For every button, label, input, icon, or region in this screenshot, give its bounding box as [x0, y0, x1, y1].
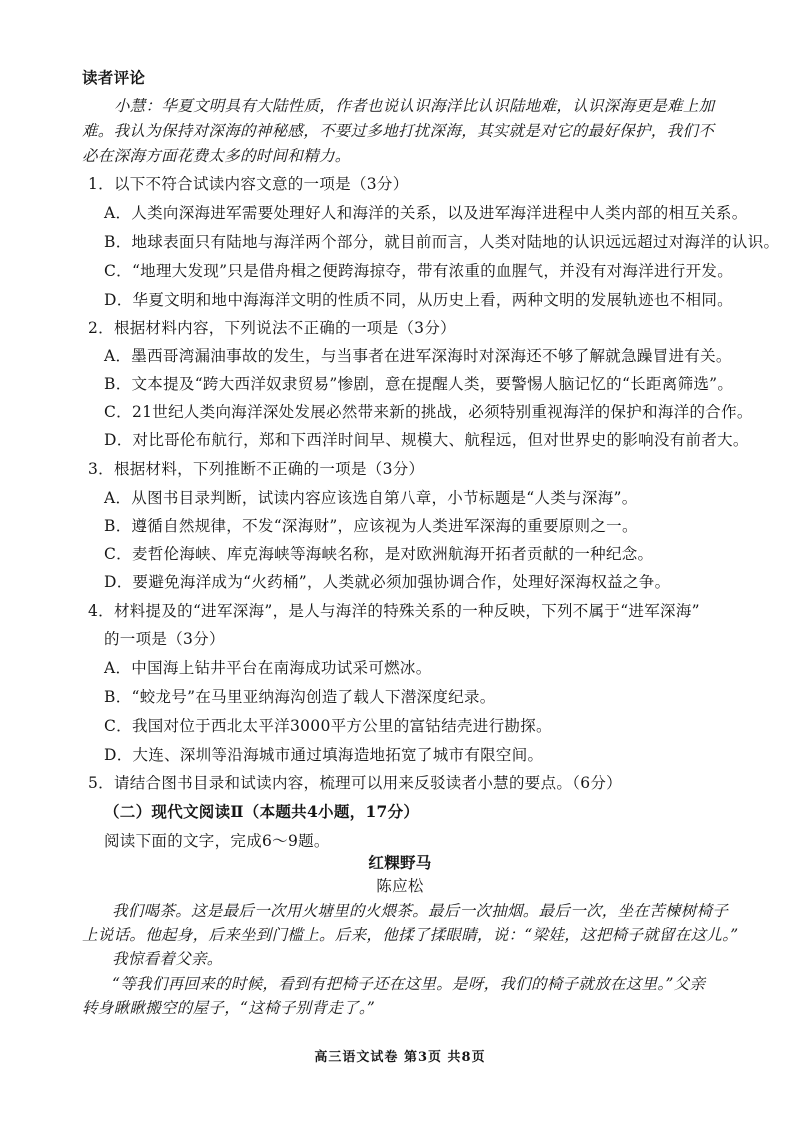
section-2-instruction: 阅读下面的文字，完成6～9题。 [104, 832, 330, 850]
reader-comment-line: 小慧：华夏文明具有大陆性质，作者也说认识海洋比认识陆地难，认识深海更是难上加 [114, 97, 715, 115]
page-footer: 高三语文试卷 第3页 共8页 [314, 1050, 486, 1065]
question-1-option-c: C．“地理大发现”只是借舟楫之便跨海掠夺，带有浓重的血腥气，并没有对海洋进行开发。 [104, 262, 734, 280]
story-paragraph-line: 上说话。他起身，后来坐到门槛上。后来，他揉了揉眼睛，说：“梁娃，这把椅子就留在这儿。” [82, 926, 739, 944]
question-2-option-d: D．对比哥伦布航行，郑和下西洋时间早、规模大、航程远，但对世界史的影响没有前者大。 [104, 431, 749, 449]
question-1-option-d: D．华夏文明和地中海海洋文明的性质不同，从历史上看，两种文明的发展轨迹也不相同。 [104, 291, 733, 309]
question-3-option-c: C．麦哲伦海峡、库克海峡等海峡名称，是对欧洲航海开拓者贡献的一种纪念。 [104, 545, 654, 563]
question-1-option-a: A．人类向深海进军需要处理好人和海洋的关系，以及进军海洋进程中人类内部的相互关系。 [104, 204, 748, 222]
question-2-stem: 2．根据材料内容，下列说法不正确的一项是（3分） [88, 319, 456, 337]
reader-comment-heading: 读者评论 [82, 68, 146, 87]
story-paragraph-line: 我惊看着父亲。 [112, 950, 223, 968]
question-3-stem: 3．根据材料，下列推断不正确的一项是（3分） [88, 460, 425, 478]
question-4-option-b: B．“蛟龙号”在马里亚纳海沟创造了载人下潜深度纪录。 [104, 688, 496, 706]
question-4-option-c: C．我国对位于西北太平洋3000平方公里的富钴结壳进行勘探。 [104, 717, 552, 735]
story-paragraph-line: 我们喝茶。这是最后一次用火塘里的火煨茶。最后一次抽烟。最后一次，坐在苦楝树椅子 [112, 902, 729, 920]
question-3-option-b: B．遵循自然规律，不发“深海财”，应该视为人类进军深海的重要原则之一。 [104, 517, 638, 535]
question-2-option-c: C．21世纪人类向海洋深处发展必然带来新的挑战，必须特别重视海洋的保护和海洋的合作。 [104, 403, 753, 421]
reader-comment-line: 必在深海方面花费太多的时间和精力。 [82, 147, 351, 165]
question-5-stem: 5．请结合图书目录和试读内容，梳理可以用来反驳读者小慧的要点。（6分） [88, 774, 622, 792]
section-2-title: （二）现代文阅读Ⅱ（本题共4小题，17分） [104, 802, 420, 821]
question-4-option-a: A．中国海上钻井平台在南海成功试采可燃冰。 [104, 659, 432, 677]
reader-comment-line: 难。我认为保持对深海的神秘感，不要过多地打扰深海，其实就是对它的最好保护，我们不 [82, 122, 715, 140]
question-1-stem: 1．以下不符合试读内容文意的一项是（3分） [88, 175, 409, 193]
story-author: 陈应松 [376, 877, 424, 895]
story-title: 红粿野马 [368, 853, 432, 872]
question-1-option-b: B．地球表面只有陆地与海洋两个部分，就目前而言，人类对陆地的认识远远超过对海洋的认识。 [104, 233, 780, 251]
question-2-option-a: A．墨西哥湾漏油事故的发生，与当事者在进军深海时对深海还不够了解就急躁冒进有关。 [104, 347, 732, 365]
question-3-option-d: D．要避免海洋成为“火药桶”，人类就必须加强协调合作，处理好深海权益之争。 [104, 573, 671, 591]
question-2-option-b: B．文本提及“跨大西洋奴隶贸易”惨剧，意在提醒人类，要警惕人脑记忆的“长距离筛选”。 [104, 375, 734, 393]
question-4-option-d: D．大连、深圳等沿海城市通过填海造地拓宽了城市有限空间。 [104, 746, 544, 764]
question-3-option-a: A．从图书目录判断，试读内容应该选自第八章，小节标题是“人类与深海”。 [104, 489, 638, 507]
story-paragraph-line: 转身瞅瞅搬空的屋子，“这椅子别背走了。” [82, 999, 376, 1017]
story-paragraph-line: “等我们再回来的时候，看到有把椅子还在这里。是呀，我们的椅子就放在这里。”父亲 [112, 975, 706, 993]
question-4-stem: 4．材料提及的“进军深海”，是人与海洋的特殊关系的一种反映，下列不属于“进军深海” [88, 602, 700, 620]
question-4-stem-continued: 的一项是（3分） [104, 630, 225, 648]
